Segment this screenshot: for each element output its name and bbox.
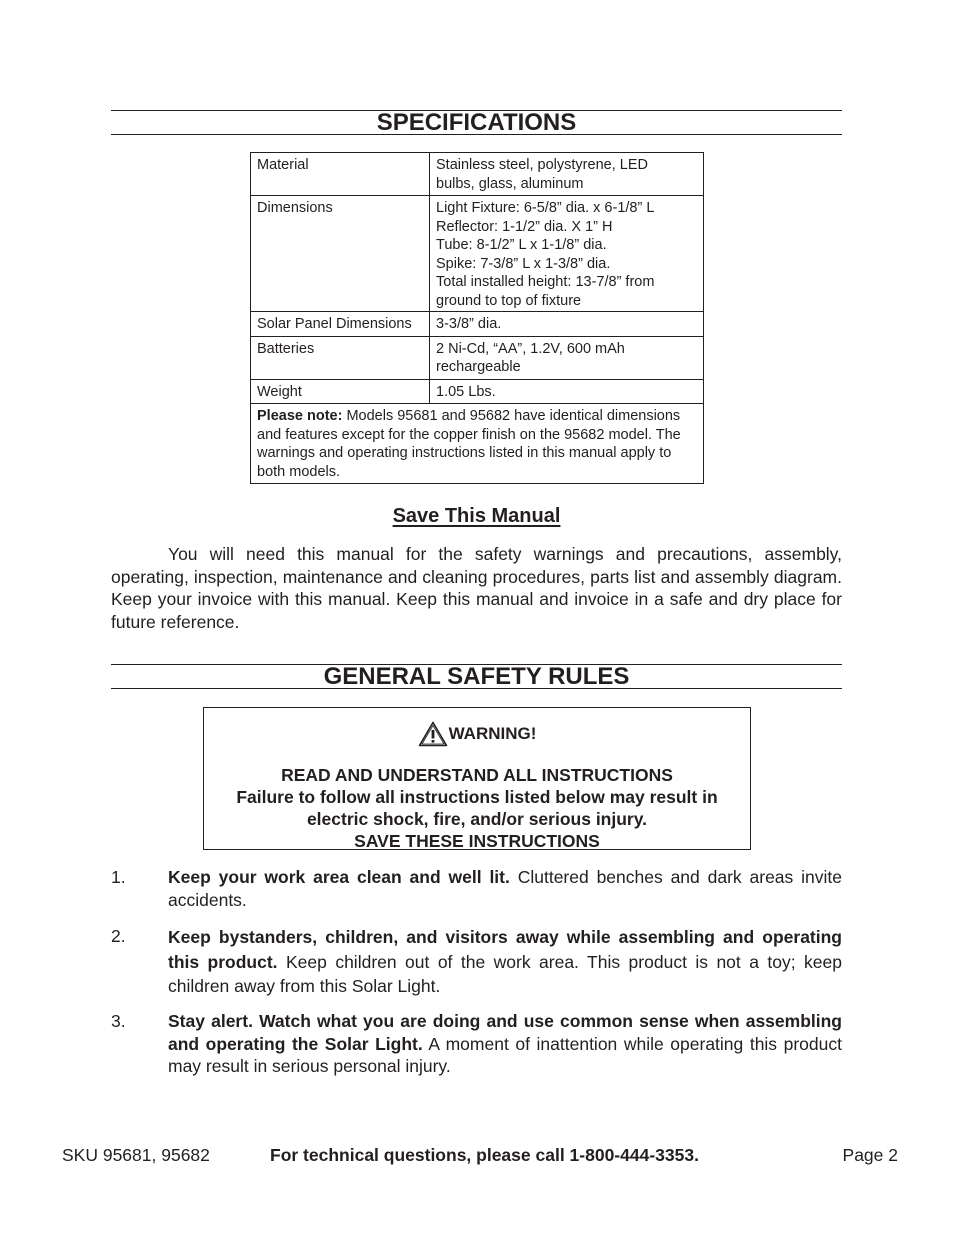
spec-value-line: ground to top of fixture: [436, 292, 582, 309]
spec-label: Dimensions: [251, 196, 430, 312]
spec-value: [430, 196, 704, 312]
list-item: [111, 1010, 842, 1078]
list-item-text: Keep children out of the work area. This product is not a toy; keep children away from this Solar Light.: [168, 951, 843, 996]
spec-value-line: Tube: 8-1/2” L x 1-1/8” dia.: [436, 237, 607, 253]
spec-label: Batteries: [251, 336, 430, 379]
spec-value-line: Total installed height: 13-7/8” from: [436, 274, 655, 290]
list-item-bold: Keep your work area clean and well lit.: [168, 867, 510, 887]
list-item-number: 1.: [111, 867, 126, 887]
specifications-table: [250, 152, 704, 484]
spec-note: [251, 404, 704, 484]
table-row: [251, 196, 704, 312]
spec-value-line: Spike: 7-3/8” L x 1-3/8” dia.: [436, 255, 611, 272]
warning-line: SAVE THESE INSTRUCTIONS: [354, 831, 600, 851]
table-row: [251, 379, 704, 404]
list-item: [111, 925, 842, 999]
spec-note-label: Please note:: [257, 408, 343, 424]
warning-line: READ AND UNDERSTAND ALL INSTRUCTIONS: [281, 765, 673, 785]
list-item-number: 2.: [111, 926, 126, 946]
spec-label: Solar Panel Dimensions: [251, 312, 430, 337]
warning-body: [204, 764, 750, 852]
specifications-heading: SPECIFICATIONS: [376, 109, 577, 136]
warning-box: [203, 707, 751, 850]
footer-sku: SKU 95681, 95682: [62, 1145, 210, 1165]
spec-value-line: Reflector: 1-1/2” dia. X 1” H: [436, 218, 613, 235]
spec-value-line: 2 Ni-Cd, “AA”, 1.2V, 600 mAh: [436, 340, 625, 357]
spec-value-line: bulbs, glass, aluminum: [436, 175, 584, 192]
save-manual-heading: [111, 505, 842, 527]
list-item-text: Cluttered benches and dark areas invite accidents.: [168, 867, 842, 910]
list-item-text: A moment of inattention while operating this product may result in serious personal injury.: [168, 1033, 842, 1076]
list-item-bold: Keep bystanders, children, and visitors away while assembling and operating this product.: [168, 927, 842, 972]
specifications-underline: [111, 134, 842, 135]
spec-value: [430, 153, 704, 196]
spec-value-line: 1.05 Lbs.: [436, 383, 496, 400]
warning-label: WARNING!: [448, 724, 537, 743]
spec-value-line: rechargeable: [436, 359, 521, 375]
spec-label: Weight: [251, 379, 430, 404]
safety-heading: GENERAL SAFETY RULES: [323, 663, 630, 690]
spec-value: [430, 379, 704, 404]
list-item-bold: Stay alert. Watch what you are doing and use common sense when assembling and operating the Solar Light.: [168, 1011, 842, 1054]
spec-value-line: Stainless steel, polystyrene, LED: [436, 157, 648, 173]
footer-phone: For technical questions, please call 1-800-444-3353.: [270, 1145, 699, 1165]
warning-triangle-icon: [418, 721, 448, 747]
spec-note-text: Models 95681 and 95682 have identical dimensions and features except for the copper finish on the 95682 model. The warnings and operating instructions listed in this manual apply to both models.: [257, 408, 681, 480]
save-manual-heading-text: Save This Manual: [392, 505, 561, 527]
spec-value-line: 3-3/8” dia.: [436, 316, 502, 332]
spec-value-line: Light Fixture: 6-5/8” dia. x 6-1/8” L: [436, 200, 655, 216]
spec-label: Material: [251, 153, 430, 196]
table-row: [251, 404, 704, 484]
table-row: [251, 153, 704, 196]
safety-underline: [111, 688, 842, 689]
list-item-number: 3.: [111, 1011, 126, 1031]
warning-line: Failure to follow all instructions listed below may result in electric shock, fire, and/or serious injury.: [236, 787, 718, 829]
table-row: [251, 336, 704, 379]
footer-page-number: Page 2: [842, 1145, 898, 1165]
spec-value: [430, 336, 704, 379]
spec-value: [430, 312, 704, 337]
list-item: [111, 866, 842, 911]
warning-header: [204, 721, 750, 747]
save-manual-paragraph: You will need this manual for the safety warnings and precautions, assembly, operating, inspection, maintenance and cleaning procedures, parts list and assembly diagram. Keep your invoice with this manual. Keep this manual and invoice in a safe and dry place for future reference.: [111, 544, 842, 632]
table-row: [251, 312, 704, 337]
